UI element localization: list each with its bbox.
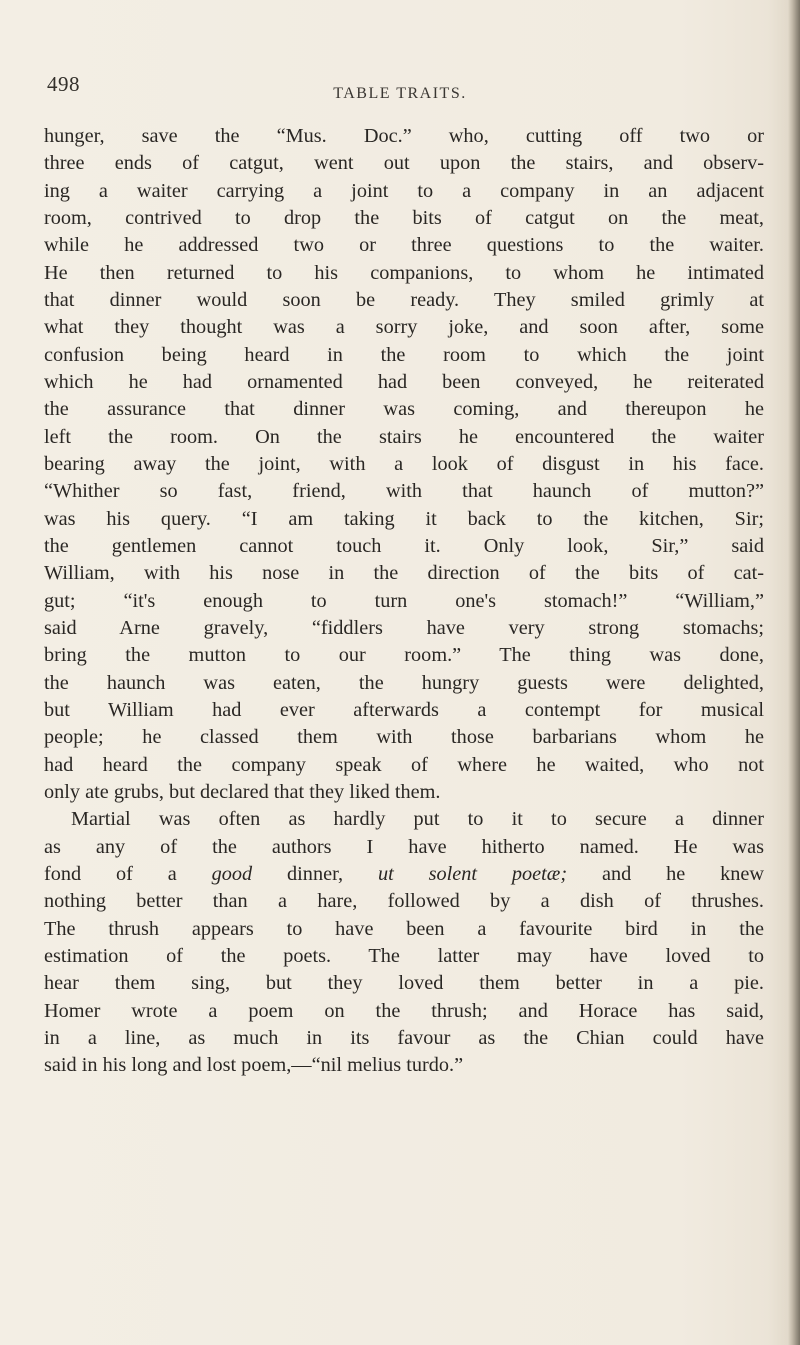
text-line: people; he classed them with those barbarians whom he <box>44 726 764 749</box>
text-line-with-italics <box>44 861 764 888</box>
text-line: hunger, save the “Mus. Doc.” who, cutting off two or <box>44 125 764 147</box>
text-line: room, contrived to drop the bits of catgut on the meat, <box>44 206 764 229</box>
text-line: said Arne gravely, “fiddlers have very strong stomachs; <box>44 616 764 639</box>
italic-word-good: good <box>211 862 253 885</box>
italic-latin-phrase: ut solent poetæ; <box>377 862 568 885</box>
text-line: gut; “it's enough to turn one's stomach!” “William,” <box>44 589 764 612</box>
text-line: was his query. “I am taking it back to the kitchen, Sir; <box>44 507 764 530</box>
text-line: three ends of catgut, went out upon the stairs, and observ- <box>44 152 764 175</box>
text-line: had heard the company speak of where he waited, who not <box>44 753 764 776</box>
text-line: the assurance that dinner was coming, and thereupon he <box>44 398 764 421</box>
page-number: 498 <box>47 72 80 96</box>
text-line: said in his long and lost poem,—“nil melius turdo.” <box>44 1054 464 1077</box>
text-fragment: and he knew <box>567 862 764 885</box>
text-line: hear them sing, but they loved them better in a pie. <box>44 972 764 995</box>
body-text <box>44 123 764 1079</box>
text-line: bearing away the joint, with a look of disgust in his face. <box>44 452 764 475</box>
text-line: the gentlemen cannot touch it. Only look, Sir,” said <box>44 534 764 557</box>
text-line: He then returned to his companions, to whom he intimated <box>44 261 764 284</box>
text-line: “Whither so fast, friend, with that haunch of mutton?” <box>44 480 764 503</box>
text-line: left the room. On the stairs he encountered the waiter <box>44 425 764 448</box>
text-line: that dinner would soon be ready. They smiled grimly at <box>44 288 764 311</box>
text-line: which he had ornamented had been conveyed, he reiterated <box>44 370 764 393</box>
text-line: confusion being heard in the room to which the joint <box>44 343 764 366</box>
text-line: William, with his nose in the direction of the bits of cat- <box>44 562 764 585</box>
text-line: The thrush appears to have been a favourite bird in the <box>44 917 764 940</box>
text-line: what they thought was a sorry joke, and soon after, some <box>44 316 764 339</box>
text-line: estimation of the poets. The latter may have loved to <box>44 944 764 967</box>
paragraph-end-line: only ate grubs, but declared that they liked them. <box>44 780 441 803</box>
text-line: but William had ever afterwards a contempt for musical <box>44 698 764 721</box>
text-line: as any of the authors I have hitherto named. He was <box>44 835 764 858</box>
text-line: ing a waiter carrying a joint to a company in an adjacent <box>44 179 764 202</box>
text-line: in a line, as much in its favour as the Chian could have <box>44 1026 764 1049</box>
text-fragment: fond of a <box>44 862 212 885</box>
page-edge-shadow <box>788 0 800 1345</box>
text-line: the haunch was eaten, the hungry guests were delighted, <box>44 671 764 694</box>
text-line: while he addressed two or three questions to the waiter. <box>44 234 764 257</box>
running-title: TABLE TRAITS. <box>333 85 467 102</box>
text-line: nothing better than a hare, followed by a dish of thrushes. <box>44 890 764 913</box>
paragraph-start-line: Martial was often as hardly put to it to secure a dinner <box>71 808 764 831</box>
text-line: bring the mutton to our room.” The thing was done, <box>44 644 764 667</box>
text-fragment: dinner, <box>252 862 378 885</box>
text-line: Homer wrote a poem on the thrush; and Horace has said, <box>44 999 764 1022</box>
